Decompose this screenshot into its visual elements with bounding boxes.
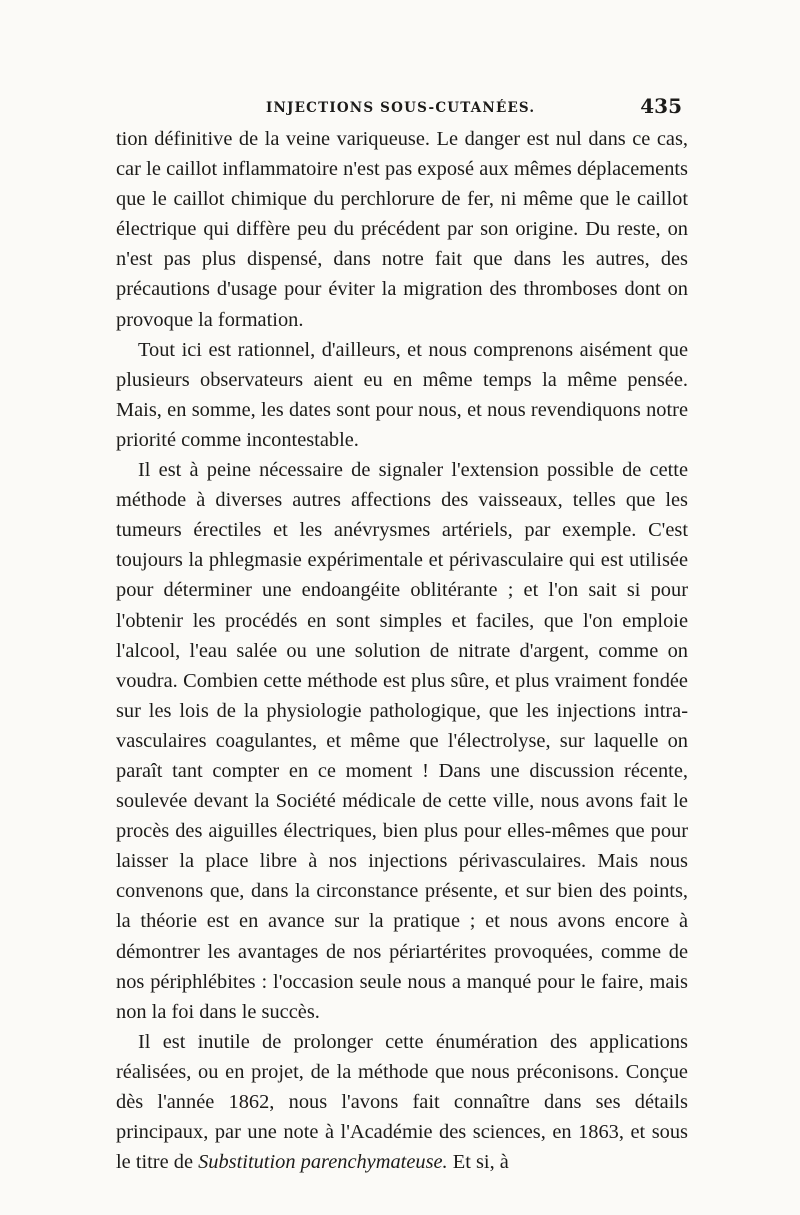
paragraph-4-tail: Et si, à: [447, 1151, 509, 1174]
paragraph-3: Il est à peine nécessaire de signaler l'extension possible de cette méthode à diverses autres affections des vaisseaux, telles que les tumeurs érectiles et les anévrysmes artériels, par exemple. C'est toujours la phlegmasie expérimentale et périvasculaire qui est utilisée pour déterminer une endoangéite oblitérante ; et l'on sait si pour l'obtenir les procédés en sont simples et faciles, que l'on emploie l'alcool, l'eau salée ou une solution de nitrate d'argent, comme on voudra. Combien cette méthode est plus sûre, et plus vraiment fondée sur les lois de la physiologie pathologique, que les injections intra-vasculaires coagulantes, et même que l'électrolyse, sur laquelle on paraît tant compter en ce moment ! Dans une discussion récente, soulevée devant la Société médicale de cette ville, nous avons fait le procès des aiguilles électriques, bien plus pour elles-mêmes que pour laisser la place libre à nos injections périvasculaires. Mais nous convenons que, dans la circonstance présente, et sur bien des points, la théorie est en avance sur la pratique ; et nous avons encore à démontrer les avantages de nos périartérites provoquées, comme de nos périphlébites : l'occasion seule nous a manqué pour le faire, mais non la foi dans le succès.: [116, 459, 688, 1023]
body-text: [116, 124, 688, 1177]
running-title: INJECTIONS SOUS-CUTANÉES.: [266, 100, 536, 116]
page-header: [116, 86, 688, 120]
book-page: [116, 86, 688, 1177]
page-number: 435: [640, 94, 682, 118]
paragraph-1: tion définitive de la veine variqueuse. Le danger est nul dans ce cas, car le caillot inflammatoire n'est pas exposé aux mêmes déplacements que le caillot chimique du perchlorure de fer, ni même que le caillot électrique qui diffère peu du précédent par son origine. Du reste, on n'est pas plus dispensé, dans notre fait que dans les autres, des précautions d'usage pour éviter la migration des thromboses dont on provoque la formation.: [116, 128, 688, 331]
paragraph-4-italic-title: Substitution parenchymateuse.: [198, 1151, 448, 1174]
paragraph-4: [116, 1027, 688, 1177]
paragraph-2: Tout ici est rationnel, d'ailleurs, et nous comprenons aisément que plusieurs observateurs aient eu en même temps la même pensée. Mais, en somme, les dates sont pour nous, et nous revendiquons notre priorité comme incontestable.: [116, 338, 688, 451]
paragraph-4-text: Il est inutile de prolonger cette énumération des applications réalisées, ou en projet, de la méthode que nous préconisons. Conçue dès l'année 1862, nous l'avons fait connaître dans ses détails principaux, par une note à l'Académie des sciences, en 1863, et sous le titre de: [116, 1030, 688, 1174]
